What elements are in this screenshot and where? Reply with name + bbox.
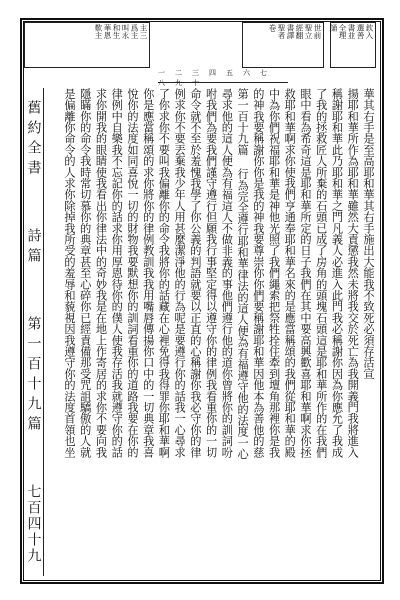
section-title: 詩篇 [25,228,42,268]
text-column: 的神我要稱謝你你是我的神我要尊崇你你們要稱謝耶和華因他本為善他的慈 [251,88,265,458]
verse-number-ruler [158,68,288,87]
header-left-col: 和生 [112,24,121,39]
header-mid-col: 書譯 [286,24,295,39]
header-box-left [24,22,150,68]
text-column: 尋求他的這人便為有福這人不做非義的事他們遵行他的道你曾將你的訓詞吩 [220,88,234,458]
header-left-col: 歎主 [94,24,103,39]
header-mid-col: 聖立 [304,24,313,39]
text-column: 華其右手是至高耶和華其右手施出大能我不致死必須存活宣 [361,88,375,380]
header-mid-col: 經翻 [295,24,304,39]
text-column: 隱瞞你的命令我時常切慕你的典章甚至心碎你已經責備那受咒詛驕傲的人就 [78,88,92,458]
text-column: 中為你們祝福耶和華是神他光照了我們繩索把祭牲拴住牽到壇角那裡你是我 [267,88,281,458]
header-box-middle [242,22,324,68]
book-title: 舊約全書 [25,100,42,180]
text-body [62,88,376,576]
page-number: 七百四十九 [25,484,42,564]
header-left-col: 主三 [139,24,148,39]
header-right-col: 選善 [356,24,365,39]
text-column: 了我的拯救匠人所棄的石頭已成了房角的頭塊石頭這是耶和華所作的在我們 [314,88,328,458]
text-column: 你是應當稱頌的求你將你的律例教訓我我用嘴唇傳揚你口中的一切典章我喜 [141,88,155,458]
header-left-col: 叫永 [121,24,130,39]
verse-number-strip: 一二三四五六七八九十 [158,69,277,87]
text-column: 揚耶和華所作為耶和華雖然大責懲我然未將我交於死亡為我開義門我將進入 [346,88,360,458]
header-right-col: 欽入 [365,24,374,39]
text-column: 咐我們為要我們謹守遵行但願我行事堅定得以遵守你的律例我看重你的一切 [204,88,218,458]
header-box-right [330,22,376,68]
text-column: 命令就不至於羞愧我學了你公義的判語就要以正直的心稱謝你我必守你的律 [188,88,202,458]
text-column: 稱謝耶和華此乃耶和華之門凡義人必進入此門我必稱謝你因為你應允了我成 [330,88,344,458]
text-column: 例求你不要丟棄我少年人用甚麼潔淨他的行為呢是要遵行你的話我一心尋求 [173,88,187,458]
text-column: 求你開我的眼睛使我看出你律法中的奇妙我是在地上作寄居的求你不要向我 [94,88,108,458]
header-mid-col: 世前 [313,24,322,39]
text-column: 律例中自樂我不忘記你的話求你用厚恩待你的僕人使我存活我就遵守你的話 [110,88,124,458]
header-right-col: 書並 [347,24,356,39]
text-column: 了你求你不要叫我偏離你的命令我將你的話藏在心裡免得我得罪你耶和華啊 [157,88,171,458]
header-right-col: 誦 [329,24,338,32]
header-right-col: 全理 [338,24,347,39]
text-column: 悅你的法度如同喜悅一切的財物我要默想你的訓詞看重你的道路我要在你的 [125,88,139,458]
text-column: 第一百十九篇 行為完全遵行耶和華律法的這人便為有福遵守他的法度一心 [236,88,250,460]
text-column: 救耶和華啊求你使我們亨通奉耶和華名來的是應當稱頌的我們從耶和華的殿 [283,88,297,458]
chapter-title: 第一百十九篇 [25,316,42,436]
header-left-col: 華恩 [103,24,112,39]
text-column: 眼中看為希奇這是耶和華所定的日子我們在其中要高興歡喜耶和華啊求你拯 [299,88,313,458]
left-margin-title [24,88,44,576]
text-column: 是偏離你命令的人求你除掉我所受的羞辱和藐視因我遵守你的法度首領也坐 [63,88,76,458]
header-mid-col: 聖者 [277,24,286,39]
header-left-col: 爲主 [130,24,139,39]
header-mid-col: 卷 [268,24,277,32]
